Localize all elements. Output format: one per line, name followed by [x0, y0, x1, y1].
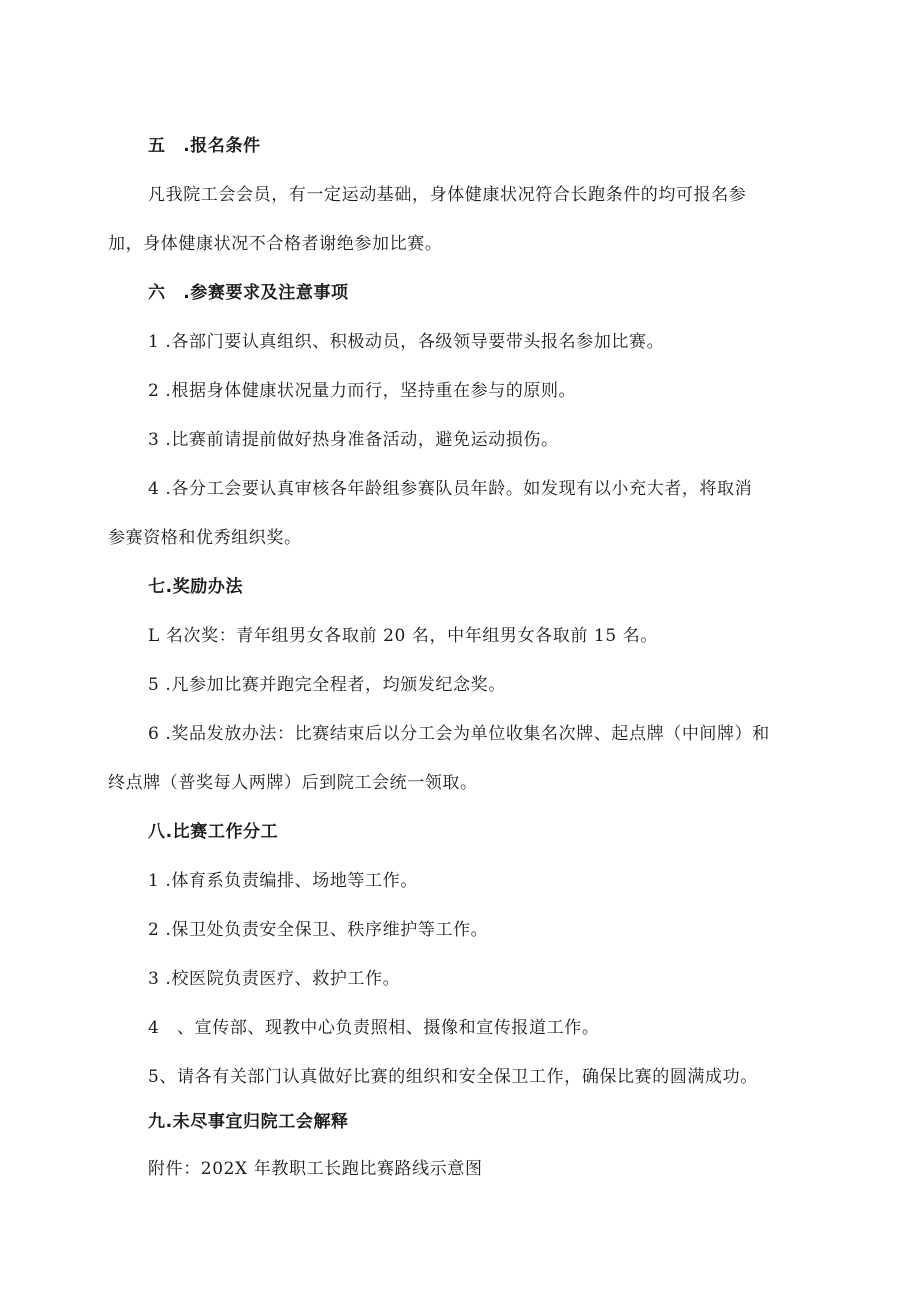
section-heading-7: 七.奖励办法: [148, 577, 244, 597]
paragraph-line: 加，身体健康状况不合格者谢绝参加比赛。: [108, 234, 443, 254]
section-heading-8: 八.比赛工作分工: [148, 822, 279, 842]
list-item: 4 、宣传部、现教中心负责照相、摄像和宣传报道工作。: [148, 1018, 600, 1038]
list-item: 2 .保卫处负责安全保卫、秩序维护等工作。: [148, 920, 489, 940]
list-item: 6 .奖品发放办法：比赛结束后以分工会为单位收集名次牌、起点牌（中间牌）和: [148, 724, 770, 744]
paragraph-line: 参赛资格和优秀组织奖。: [108, 528, 302, 548]
list-item: 1 .体育系负责编排、场地等工作。: [148, 871, 418, 891]
paragraph-line: 终点牌（普奖每人两牌）后到院工会统一领取。: [108, 773, 478, 793]
list-item: L 名次奖：青年组男女各取前 20 名，中年组男女各取前 15 名。: [148, 626, 658, 646]
attachment-line: 附件：202X 年教职工长跑比赛路线示意图: [148, 1159, 483, 1179]
list-item: 2 .根据身体健康状况量力而行，坚持重在参与的原则。: [148, 381, 577, 401]
list-item: 3 .比赛前请提前做好热身准备活动，避免运动损伤。: [148, 430, 559, 450]
section-heading-6: 六 .参赛要求及注意事项: [148, 283, 349, 303]
list-item: 5 .凡参加比赛并跑完全程者，均颁发纪念奖。: [148, 675, 506, 695]
list-item: 3 .校医院负责医疗、救护工作。: [148, 969, 401, 989]
list-item: 4 .各分工会要认真审核各年龄组参赛队员年龄。如发现有以小充大者，将取消: [148, 479, 753, 499]
section-heading-5: 五 .报名条件: [148, 136, 261, 156]
list-item: 1 .各部门要认真组织、积极动员，各级领导要带头报名参加比赛。: [148, 332, 665, 352]
section-heading-9: 九.未尽事宜归院工会解释: [148, 1112, 349, 1132]
paragraph-line: 凡我院工会会员，有一定运动基础，身体健康状况符合长跑条件的均可报名参: [148, 185, 747, 205]
list-item: 5、请各有关部门认真做好比赛的组织和安全保卫工作，确保比赛的圆满成功。: [148, 1067, 758, 1087]
